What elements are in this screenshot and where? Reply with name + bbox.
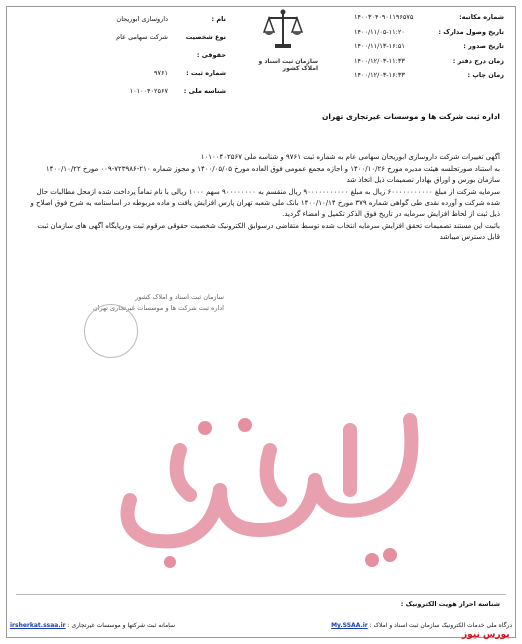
footer-divider [16, 594, 506, 595]
notice-title: آگهی تغییرات شرکت داروسازی ابوریحان سهامی عام به شماره ثبت ۹۷۶۱ و شناسه ملی ۱۰۱۰۰۴۰۲۵۶۷ [200, 153, 500, 161]
info-row: نوع شخصیت حقوقی : شرکت سهامی عام [116, 33, 226, 59]
brand-logo-text: بورس نیوز [462, 630, 510, 640]
watermark-logo [110, 390, 440, 580]
meta-row: شماره مکاتبه: ۱۴۰۰۳۰۴۰۹۰۱۱۹۶۵۷۵ [354, 13, 504, 21]
notice-paragraph: باثبت این مستند تصمیمات تحقق افزایش سرمایه انتخاب شده توسط متقاضی درسوابق الکترونیک شخصیت حقوقی مرقوم ثبت ودرپایگاه آگهی های سازمان ثبت قابل دسترس میباشد [37, 222, 500, 241]
stamp-line: سازمان ثبت اسناد و املاک کشور [135, 293, 224, 301]
info-row: شماره ثبت : ۹۷۶۱ [154, 69, 226, 77]
notice-paragraph: به استناد صورتجلسه هیئت مدیره مورخ ۱۴۰۰/۱۰/۲۶ و اجازه مجمع عمومی فوق العاده مورخ ۱۴۰۰/۰۵/۰۵ و مجوز شماره ۲۱۰-۷۲۳۹۸۶-۰۰۹ مورخ ۱۴۰۰/۱۰/۲۲ سازمان بورس و اوراق بهادار تصمیمات ذیل اتخاذ شد [45, 165, 500, 184]
portal-caption: درگاه ملی خدمات الکترونیک سازمان ثبت اسناد و املاک : [369, 622, 512, 629]
my-ssaa-link[interactable]: My.SSAA.ir [331, 622, 368, 629]
footer-group-registry [10, 622, 175, 629]
info-row: شناسه ملی : ۱۰۱۰۰۴۰۲۵۶۷ [129, 87, 226, 95]
org-name: سازمان ثبت اسناد و املاک کشور [258, 58, 318, 72]
irsherkat-link[interactable]: irsherkat.ssaa.ir [10, 622, 66, 629]
official-stamp [84, 292, 224, 354]
document-meta-right [354, 10, 504, 83]
office-title: اداره ثبت شرکت ها و موسسات غیرتجاری تهران [321, 112, 500, 121]
emblem [248, 8, 318, 74]
bourse-news-watermark-icon [110, 390, 440, 580]
stamp-line: اداره ثبت شرکت ها و موسسات غیرتجاری تهران [92, 304, 224, 312]
meta-row: زمان درج دفتر : ۱۴۰۰/۱۲/۰۳-۱۱:۳۳ [354, 56, 504, 65]
meta-row: تاریخ صدور : ۱۴۰۰/۱۱/۱۳-۱۶:۵۱ [354, 42, 504, 50]
footer-group-portal [331, 622, 512, 629]
meta-row: تاریخ وصول مدارک : ۱۴۰۰/۱۱/۰۵-۱۱:۲۰ [354, 27, 504, 36]
info-row: نام : داروسازی ابوریحان [116, 15, 226, 23]
meta-row: زمان چاپ : ۱۴۰۰/۱۲/۰۳-۱۶:۳۳ [354, 71, 504, 79]
footer-links [10, 622, 512, 629]
stamp-ring [84, 304, 138, 358]
signature-id-label: شناسه احراز هویت الکترونیک : [400, 600, 500, 608]
notice-body [26, 152, 500, 244]
company-info [86, 10, 226, 100]
registry-caption: سامانه ثبت شرکتها و موسسات غیرتجاری : [67, 622, 176, 629]
scales-of-justice-icon [263, 8, 303, 52]
notice-paragraph: سرمایه شرکت از مبلغ ۶۰۰۰۰۰۰۰۰۰۰۰ ریال به مبلغ ۹۰۰۰۰۰۰۰۰۰۰۰ ریال منقسم به ۹۰۰۰۰۰۰۰۰ سهم ۱۰۰۰ ریالی با نام تماماً پرداخت شده ازمحل مطالبات حال شده شرکت و آورده نقدی طی گواهی شماره ۳۷۹ مورخ ۱۴۰۰/۱۰/۱۴ بانک ملی شعبه تهران پارس افزایش یافت و ماده مربوطه در اساسنامه به شرح فوق اصلاح و ذیل ثبت از لحاظ افزایش سرمایه در تاریخ فوق الذکر تکمیل و امضاء گردید. [30, 188, 500, 218]
